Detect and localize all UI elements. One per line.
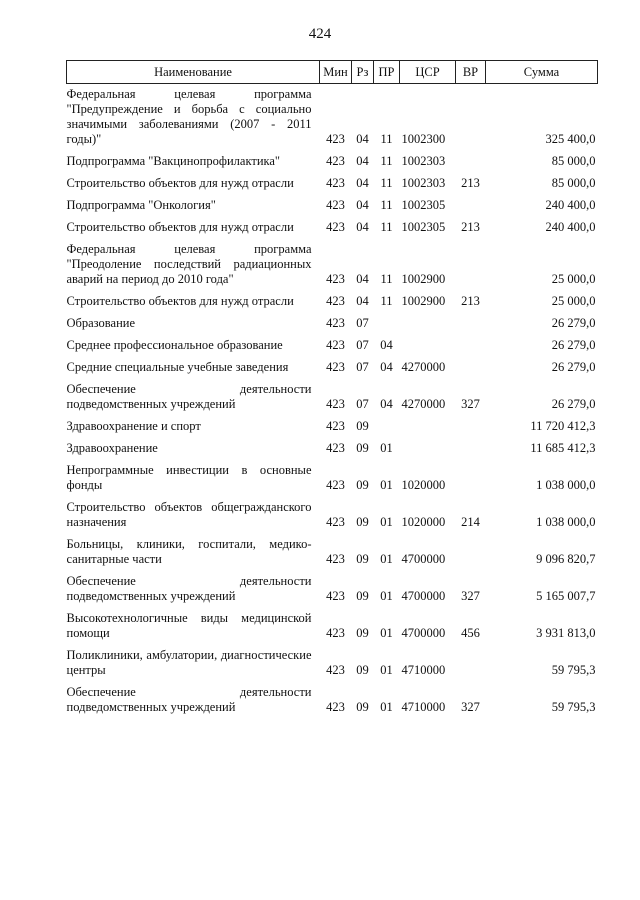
row-min: 423 bbox=[326, 663, 345, 677]
row-pr: 11 bbox=[380, 220, 393, 234]
row-sum: 85 000,0 bbox=[551, 154, 596, 168]
row-sum: 26 279,0 bbox=[551, 338, 596, 352]
row-name: Образование bbox=[66, 316, 136, 330]
row-pr: 11 bbox=[380, 294, 393, 308]
row-rz: 09 bbox=[356, 700, 369, 714]
header-min: Мин bbox=[320, 61, 352, 84]
table-row bbox=[67, 500, 598, 537]
row-vr: 213 bbox=[461, 220, 480, 234]
row-min: 423 bbox=[326, 515, 345, 529]
row-name: Высокотехнологичные виды медицинской помощи bbox=[66, 611, 312, 640]
row-name: Федеральная целевая программа "Преодоление последствий радиационных аварий на период до 2010 года" bbox=[66, 242, 312, 286]
row-pr: 11 bbox=[380, 176, 393, 190]
row-rz: 09 bbox=[356, 552, 369, 566]
row-rz: 04 bbox=[356, 154, 369, 168]
table-row bbox=[67, 84, 598, 155]
table-row bbox=[67, 611, 598, 648]
row-sum: 26 279,0 bbox=[551, 316, 596, 330]
row-csr: 1002303 bbox=[401, 176, 446, 190]
table-row bbox=[67, 685, 598, 722]
row-vr: 214 bbox=[461, 515, 480, 529]
table-row bbox=[67, 198, 598, 220]
row-min: 423 bbox=[326, 220, 345, 234]
row-vr: 327 bbox=[461, 397, 480, 411]
row-min: 423 bbox=[326, 589, 345, 603]
row-vr: 213 bbox=[461, 176, 480, 190]
row-sum: 26 279,0 bbox=[551, 397, 596, 411]
table-row bbox=[67, 648, 598, 685]
table-row bbox=[67, 154, 598, 176]
row-name: Строительство объектов общегражданского назначения bbox=[66, 500, 312, 529]
row-min: 423 bbox=[326, 478, 345, 492]
row-min: 423 bbox=[326, 272, 345, 286]
row-min: 423 bbox=[326, 552, 345, 566]
row-vr bbox=[456, 338, 486, 360]
row-sum: 59 795,3 bbox=[551, 700, 596, 714]
row-pr: 11 bbox=[380, 132, 393, 146]
row-min: 423 bbox=[326, 626, 345, 640]
row-csr: 4700000 bbox=[401, 589, 446, 603]
row-name: Среднее профессиональное образование bbox=[66, 338, 283, 352]
row-csr bbox=[400, 441, 456, 463]
row-vr bbox=[456, 648, 486, 685]
row-sum: 5 165 007,7 bbox=[536, 589, 596, 603]
row-pr: 01 bbox=[380, 626, 393, 640]
row-sum: 1 038 000,0 bbox=[536, 515, 596, 529]
row-pr: 01 bbox=[380, 515, 393, 529]
table-row bbox=[67, 382, 598, 419]
row-vr bbox=[456, 242, 486, 294]
row-csr: 4710000 bbox=[401, 700, 446, 714]
row-min: 423 bbox=[326, 294, 345, 308]
row-csr: 1020000 bbox=[401, 478, 446, 492]
row-csr: 1002303 bbox=[401, 154, 446, 168]
row-rz: 09 bbox=[356, 441, 369, 455]
header-row bbox=[67, 61, 598, 84]
row-csr bbox=[400, 316, 456, 338]
row-min: 423 bbox=[326, 316, 345, 330]
row-rz: 09 bbox=[356, 589, 369, 603]
row-pr: 11 bbox=[380, 272, 393, 286]
row-name: Средние специальные учебные заведения bbox=[66, 360, 289, 374]
row-sum: 3 931 813,0 bbox=[536, 626, 596, 640]
row-vr bbox=[456, 441, 486, 463]
row-vr bbox=[456, 360, 486, 382]
row-vr: 327 bbox=[461, 589, 480, 603]
row-sum: 240 400,0 bbox=[545, 220, 596, 234]
row-min: 423 bbox=[326, 419, 345, 433]
table-row bbox=[67, 574, 598, 611]
row-vr bbox=[456, 463, 486, 500]
row-min: 423 bbox=[326, 132, 345, 146]
row-pr: 01 bbox=[380, 663, 393, 677]
row-csr: 1002900 bbox=[401, 294, 446, 308]
row-csr: 1002300 bbox=[401, 132, 446, 146]
row-sum: 325 400,0 bbox=[545, 132, 596, 146]
row-csr: 4700000 bbox=[401, 552, 446, 566]
row-name: Подпрограмма "Вакцинопрофилактика" bbox=[66, 154, 281, 168]
row-sum: 26 279,0 bbox=[551, 360, 596, 374]
row-sum: 240 400,0 bbox=[545, 198, 596, 212]
row-name: Обеспечение деятельности подведомственных учреждений bbox=[66, 685, 312, 714]
row-csr: 1002900 bbox=[401, 272, 446, 286]
row-pr: 04 bbox=[380, 397, 393, 411]
row-sum: 25 000,0 bbox=[551, 294, 596, 308]
row-vr: 213 bbox=[461, 294, 480, 308]
table-row bbox=[67, 463, 598, 500]
row-sum: 11 720 412,3 bbox=[530, 419, 596, 433]
row-name: Обеспечение деятельности подведомственных учреждений bbox=[66, 574, 312, 603]
row-sum: 11 685 412,3 bbox=[530, 441, 596, 455]
row-csr: 1002305 bbox=[401, 220, 446, 234]
header-name: Наименование bbox=[67, 61, 320, 84]
row-pr: 01 bbox=[380, 441, 393, 455]
row-min: 423 bbox=[326, 397, 345, 411]
row-vr bbox=[456, 537, 486, 574]
budget-table bbox=[66, 60, 598, 722]
table-row bbox=[67, 294, 598, 316]
row-rz: 04 bbox=[356, 198, 369, 212]
row-rz: 04 bbox=[356, 294, 369, 308]
row-sum: 85 000,0 bbox=[551, 176, 596, 190]
row-csr: 4270000 bbox=[401, 397, 446, 411]
row-rz: 04 bbox=[356, 132, 369, 146]
row-sum: 9 096 820,7 bbox=[536, 552, 596, 566]
row-min: 423 bbox=[326, 154, 345, 168]
row-rz: 04 bbox=[356, 220, 369, 234]
row-rz: 09 bbox=[356, 663, 369, 677]
table-row bbox=[67, 419, 598, 441]
row-rz: 09 bbox=[356, 419, 369, 433]
row-pr: 01 bbox=[380, 700, 393, 714]
row-vr bbox=[456, 154, 486, 176]
row-name: Строительство объектов для нужд отрасли bbox=[66, 294, 294, 308]
row-pr: 11 bbox=[380, 154, 393, 168]
row-pr: 04 bbox=[380, 338, 393, 352]
row-pr: 01 bbox=[380, 478, 393, 492]
header-sum: Сумма bbox=[486, 61, 598, 84]
row-name: Поликлиники, амбулатории, диагностические центры bbox=[66, 648, 312, 677]
row-min: 423 bbox=[326, 700, 345, 714]
table-row bbox=[67, 316, 598, 338]
row-rz: 07 bbox=[356, 360, 369, 374]
table-row bbox=[67, 537, 598, 574]
header-rz: Рз bbox=[352, 61, 374, 84]
table-row bbox=[67, 360, 598, 382]
row-csr: 1002305 bbox=[401, 198, 446, 212]
row-csr bbox=[400, 419, 456, 441]
header-pr: ПР bbox=[374, 61, 400, 84]
header-csr: ЦСР bbox=[400, 61, 456, 84]
row-rz: 07 bbox=[356, 316, 369, 330]
row-min: 423 bbox=[326, 198, 345, 212]
row-rz: 09 bbox=[356, 478, 369, 492]
row-rz: 07 bbox=[356, 338, 369, 352]
row-vr bbox=[456, 84, 486, 155]
row-name: Непрограммные инвестиции в основные фонды bbox=[66, 463, 312, 492]
table-row bbox=[67, 242, 598, 294]
row-pr: 01 bbox=[380, 552, 393, 566]
row-pr: 04 bbox=[380, 360, 393, 374]
row-min: 423 bbox=[326, 176, 345, 190]
row-pr: 01 bbox=[380, 589, 393, 603]
row-name: Федеральная целевая программа "Предупреждение и борьба с социально значимыми заболеваниями (2007 - 2011 годы)" bbox=[66, 87, 312, 146]
row-name: Обеспечение деятельности подведомственных учреждений bbox=[66, 382, 312, 411]
row-rz: 04 bbox=[356, 176, 369, 190]
header-vr: ВР bbox=[456, 61, 486, 84]
table-row bbox=[67, 220, 598, 242]
row-csr bbox=[400, 338, 456, 360]
row-name: Строительство объектов для нужд отрасли bbox=[66, 220, 294, 234]
row-sum: 1 038 000,0 bbox=[536, 478, 596, 492]
row-sum: 25 000,0 bbox=[551, 272, 596, 286]
row-vr: 456 bbox=[461, 626, 480, 640]
row-csr: 4270000 bbox=[401, 360, 446, 374]
row-name: Строительство объектов для нужд отрасли bbox=[66, 176, 294, 190]
row-csr: 4710000 bbox=[401, 663, 446, 677]
page-number: 424 bbox=[308, 26, 332, 42]
row-vr: 327 bbox=[461, 700, 480, 714]
row-vr bbox=[456, 198, 486, 220]
table-row bbox=[67, 441, 598, 463]
row-pr bbox=[374, 419, 400, 441]
row-pr bbox=[374, 316, 400, 338]
row-min: 423 bbox=[326, 441, 345, 455]
row-rz: 07 bbox=[356, 397, 369, 411]
table-row bbox=[67, 338, 598, 360]
row-sum: 59 795,3 bbox=[551, 663, 596, 677]
row-rz: 09 bbox=[356, 626, 369, 640]
row-min: 423 bbox=[326, 360, 345, 374]
row-name: Подпрограмма "Онкология" bbox=[66, 198, 216, 212]
row-name: Больницы, клиники, госпитали, медико-санитарные части bbox=[66, 537, 312, 566]
row-csr: 4700000 bbox=[401, 626, 446, 640]
row-vr bbox=[456, 419, 486, 441]
table-header bbox=[67, 61, 598, 84]
row-vr bbox=[456, 316, 486, 338]
row-name: Здравоохранение bbox=[66, 441, 158, 455]
table-body bbox=[67, 84, 598, 723]
row-rz: 04 bbox=[356, 272, 369, 286]
row-csr: 1020000 bbox=[401, 515, 446, 529]
table-row bbox=[67, 176, 598, 198]
row-min: 423 bbox=[326, 338, 345, 352]
row-name: Здравоохранение и спорт bbox=[66, 419, 201, 433]
row-rz: 09 bbox=[356, 515, 369, 529]
row-pr: 11 bbox=[380, 198, 393, 212]
